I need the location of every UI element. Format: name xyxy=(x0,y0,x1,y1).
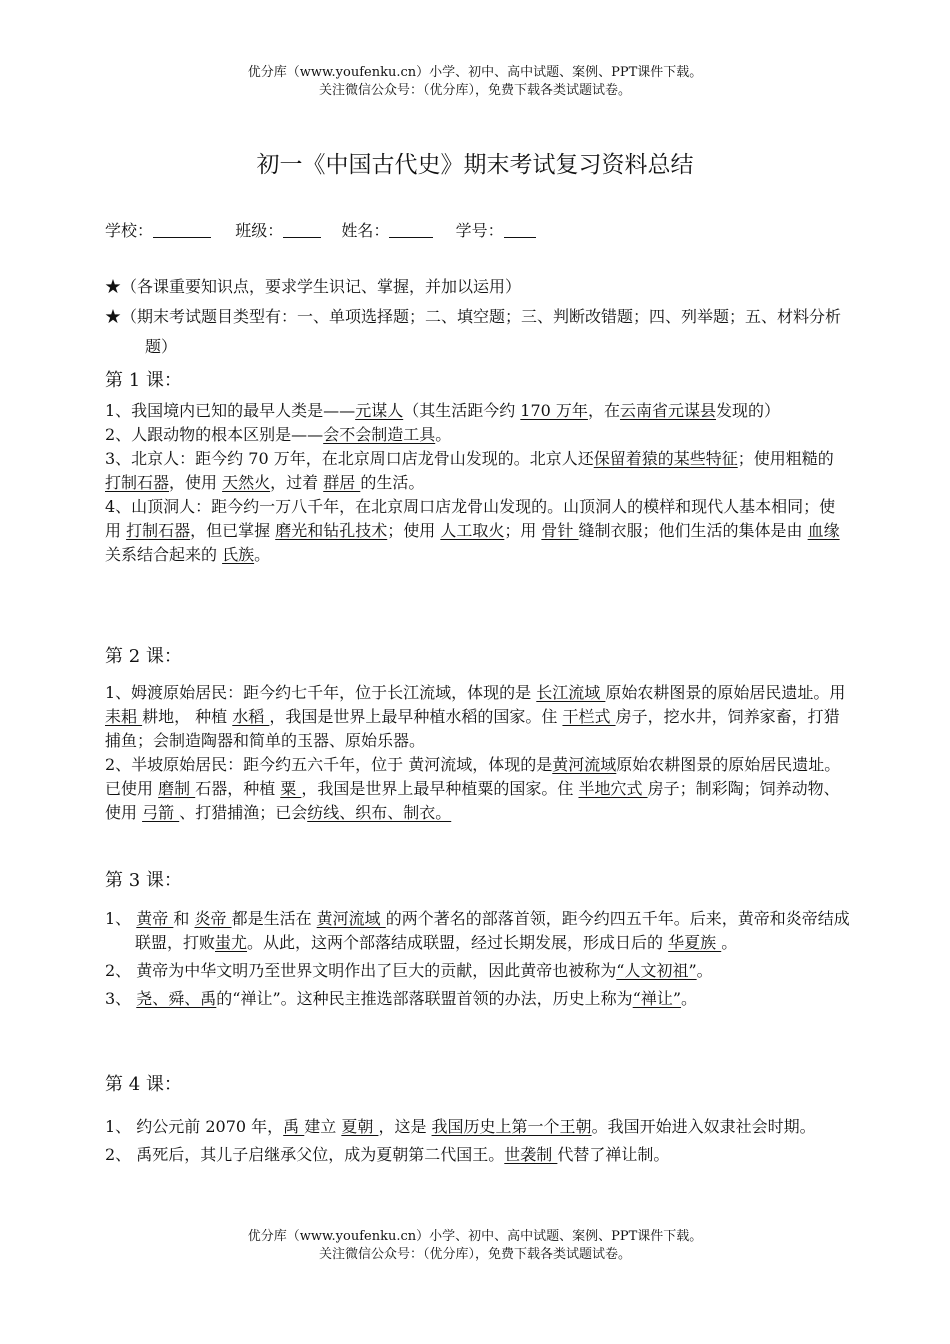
lesson2-item-1 xyxy=(105,681,850,753)
body-text: ，这是 xyxy=(378,1117,432,1136)
answer-text: 夏朝 xyxy=(341,1117,379,1136)
body-text: 。 xyxy=(254,545,271,564)
answer-text: 蚩尤 xyxy=(215,933,248,952)
student-info-line xyxy=(105,219,850,243)
answer-text: 干栏式 xyxy=(562,707,616,726)
answer-text: 天然火 xyxy=(222,473,271,492)
body-text: ，使用 xyxy=(169,473,223,492)
body-text: 、打猎捕渔；已会 xyxy=(179,803,308,822)
name-blank xyxy=(389,219,433,238)
lesson-4 xyxy=(105,1073,850,1167)
body-text: ，我国是世界上最早种植水稻的国家。住 xyxy=(269,707,563,726)
body-text: ；使用粗糙的 xyxy=(737,449,834,468)
document-title: 初一《中国古代史》期末考试复习资料总结 xyxy=(256,152,694,178)
body-text: 4、山顶洞人：距今约一万八千年，在北京周口店龙骨山发现的。山顶洞人的模样和现代人基本相同；使用 xyxy=(105,497,836,540)
note-2: ★（期末考试题目类型有：一、单项选择题；二、填空题；三、判断改错题；四、列举题；五、材料分析题） xyxy=(105,307,842,356)
body-text: （其生活距今约 xyxy=(403,401,521,420)
header-line-2: 关注微信公众号：（优分库），免费下载各类试题试卷。 xyxy=(318,83,631,98)
page-footer xyxy=(0,1228,950,1264)
answer-text: 磨制 xyxy=(158,779,196,798)
body-text: 的“禅让”。这种民主推选部落联盟首领的办法，历史上称为 xyxy=(216,989,633,1008)
notes xyxy=(105,272,850,362)
answer-text: 黄河流域 xyxy=(552,755,617,774)
answer-text: 纺线、织布、制衣。 xyxy=(307,803,452,822)
answer-text: 打制石器 xyxy=(126,521,191,540)
body-text: 2、 黄帝为中华文明乃至世界文明作出了巨大的贡献，因此黄帝也被称为 xyxy=(105,961,617,980)
lesson-heading: 第 3 课： xyxy=(105,870,182,891)
answer-text: 元谋人 xyxy=(355,401,404,420)
body-text: 。 xyxy=(696,961,713,980)
answer-text: 耒耜 xyxy=(105,707,143,726)
body-text: 。 xyxy=(681,989,698,1008)
body-text: 耕地， 种植 xyxy=(142,707,233,726)
class-blank xyxy=(283,219,321,238)
lesson3-item-3 xyxy=(105,987,850,1011)
number-label: 学号： xyxy=(455,221,504,240)
lesson-heading: 第 4 课： xyxy=(105,1074,182,1095)
body-text: 房子，挖水井，饲养家畜，打猎捕鱼；会制造陶器和简单的玉器、原始乐器。 xyxy=(105,707,840,750)
answer-text: 禹 xyxy=(283,1117,305,1136)
body-text: 1、姆渡原始居民：距今约七千年，位于长江流域，体现的是 xyxy=(105,683,537,702)
answer-text: 黄帝 xyxy=(136,909,174,928)
header-line-1: 优分库（www.youfenku.cn）小学、初中、高中试题、案例、PPT课件下载。 xyxy=(247,65,703,80)
answer-text: 血缘 xyxy=(807,521,840,540)
answer-text: 打制石器 xyxy=(105,473,170,492)
answer-text: 氏族 xyxy=(222,545,255,564)
lesson3-item-1 xyxy=(105,907,850,955)
answer-text: 骨针 xyxy=(541,521,579,540)
lesson-2 xyxy=(105,645,850,825)
answer-text: 云南省元谋县 xyxy=(619,401,716,420)
answer-text: 人工取火 xyxy=(440,521,505,540)
lesson1-item-4 xyxy=(105,495,850,567)
answer-text: 尧、舜、禹 xyxy=(136,989,217,1008)
answer-text: 我国历史上第一个王朝 xyxy=(431,1117,592,1136)
school-label: 学校： xyxy=(105,221,154,240)
answer-text: 华夏族 xyxy=(668,933,722,952)
body-text: 的两个著名的部落首领，距今约四五千年。后来，黄帝和炎帝结成联盟，打败 xyxy=(135,909,850,952)
body-text: 。从此，这两个部落结成联盟，经过长期发展，形成日后的 xyxy=(247,933,669,952)
body-text: 2、半坡原始居民：距今约五六千年，位于 黄河流域，体现的是 xyxy=(105,755,553,774)
body-text: 1、 约公元前 2070 年， xyxy=(105,1117,284,1136)
body-text: ，在 xyxy=(587,401,620,420)
answer-text: 保留着猿的某些特征 xyxy=(593,449,738,468)
answer-text: 磨光和钻孔技术 xyxy=(275,521,388,540)
body-text: 和 xyxy=(173,909,195,928)
body-text: 发现的） xyxy=(715,401,780,420)
number-blank xyxy=(504,219,536,238)
answer-text: 黄河流域 xyxy=(316,909,386,928)
body-text: 3、北京人：距今约 70 万年，在北京周口店龙骨山发现的。北京人还 xyxy=(105,449,594,468)
page-header xyxy=(0,64,950,100)
body-text: ；用 xyxy=(504,521,542,540)
footer-line-1: 优分库（www.youfenku.cn）小学、初中、高中试题、案例、PPT课件下载。 xyxy=(247,1229,703,1244)
body-text: 3、 xyxy=(105,989,137,1008)
lesson4-item-1 xyxy=(105,1115,850,1139)
body-text: 关系结合起来的 xyxy=(105,545,223,564)
body-text: 2、 禹死后，其儿子启继承父位，成为夏朝第二代国王。 xyxy=(105,1145,505,1164)
note-1: ★（各课重要知识点，要求学生识记、掌握，并加以运用） xyxy=(105,277,522,296)
body-text: 都是生活在 xyxy=(231,909,317,928)
answer-text: “人文初祖” xyxy=(616,961,697,980)
body-text: 。 xyxy=(435,425,452,444)
lesson3-item-2 xyxy=(105,959,850,983)
body-text: 缝制衣服；他们生活的集体是由 xyxy=(578,521,808,540)
body-text: 石器，种植 xyxy=(195,779,281,798)
body-text: 1、 xyxy=(105,909,137,928)
answer-text: 群居 xyxy=(323,473,361,492)
body-text: ，但已掌握 xyxy=(190,521,276,540)
answer-text: 世袭制 xyxy=(504,1145,558,1164)
body-text: 。我国开始进入奴隶社会时期。 xyxy=(591,1117,816,1136)
answer-text: 水稻 xyxy=(232,707,270,726)
lesson1-item-1 xyxy=(105,399,850,423)
lesson1-item-2 xyxy=(105,423,850,447)
body-text: 原始农耕图景的原始居民遗址。已使用 xyxy=(105,755,841,798)
class-label: 班级： xyxy=(235,221,284,240)
body-text: 原始农耕图景的原始居民遗址。用 xyxy=(605,683,846,702)
lesson-3 xyxy=(105,869,850,1011)
body-text: 房子；制彩陶；饲养动物、使用 xyxy=(105,779,840,822)
answer-text: 炎帝 xyxy=(194,909,232,928)
body-text: 。 xyxy=(721,933,738,952)
body-text: 2、人跟动物的根本区别是—— xyxy=(105,425,324,444)
answer-text: 半地穴式 xyxy=(578,779,648,798)
lesson2-item-2 xyxy=(105,753,850,825)
footer-line-2: 关注微信公众号：（优分库），免费下载各类试题试卷。 xyxy=(318,1247,631,1262)
answer-text: 会不会制造工具 xyxy=(323,425,436,444)
lesson-heading: 第 1 课： xyxy=(105,370,182,391)
body-text: ，过着 xyxy=(270,473,324,492)
lesson-1 xyxy=(105,369,850,567)
lesson1-item-3 xyxy=(105,447,850,495)
answer-text: 170 万年 xyxy=(520,401,588,420)
body-text: ，我国是世界上最早种植粟的国家。住 xyxy=(301,779,579,798)
answer-text: 弓箭 xyxy=(142,803,180,822)
name-label: 姓名： xyxy=(341,221,390,240)
answer-text: “禅让” xyxy=(632,989,682,1008)
answer-text: 粟 xyxy=(280,779,302,798)
answer-text: 长江流域 xyxy=(536,683,606,702)
lesson-heading: 第 2 课： xyxy=(105,646,182,667)
body-text: 1、我国境内已知的最早人类是—— xyxy=(105,401,356,420)
body-text: 建立 xyxy=(304,1117,342,1136)
school-blank xyxy=(153,219,211,238)
body-text: ；使用 xyxy=(387,521,441,540)
body-text: 的生活。 xyxy=(360,473,425,492)
lesson4-item-2 xyxy=(105,1143,850,1167)
body-text: 代替了禅让制。 xyxy=(557,1145,670,1164)
